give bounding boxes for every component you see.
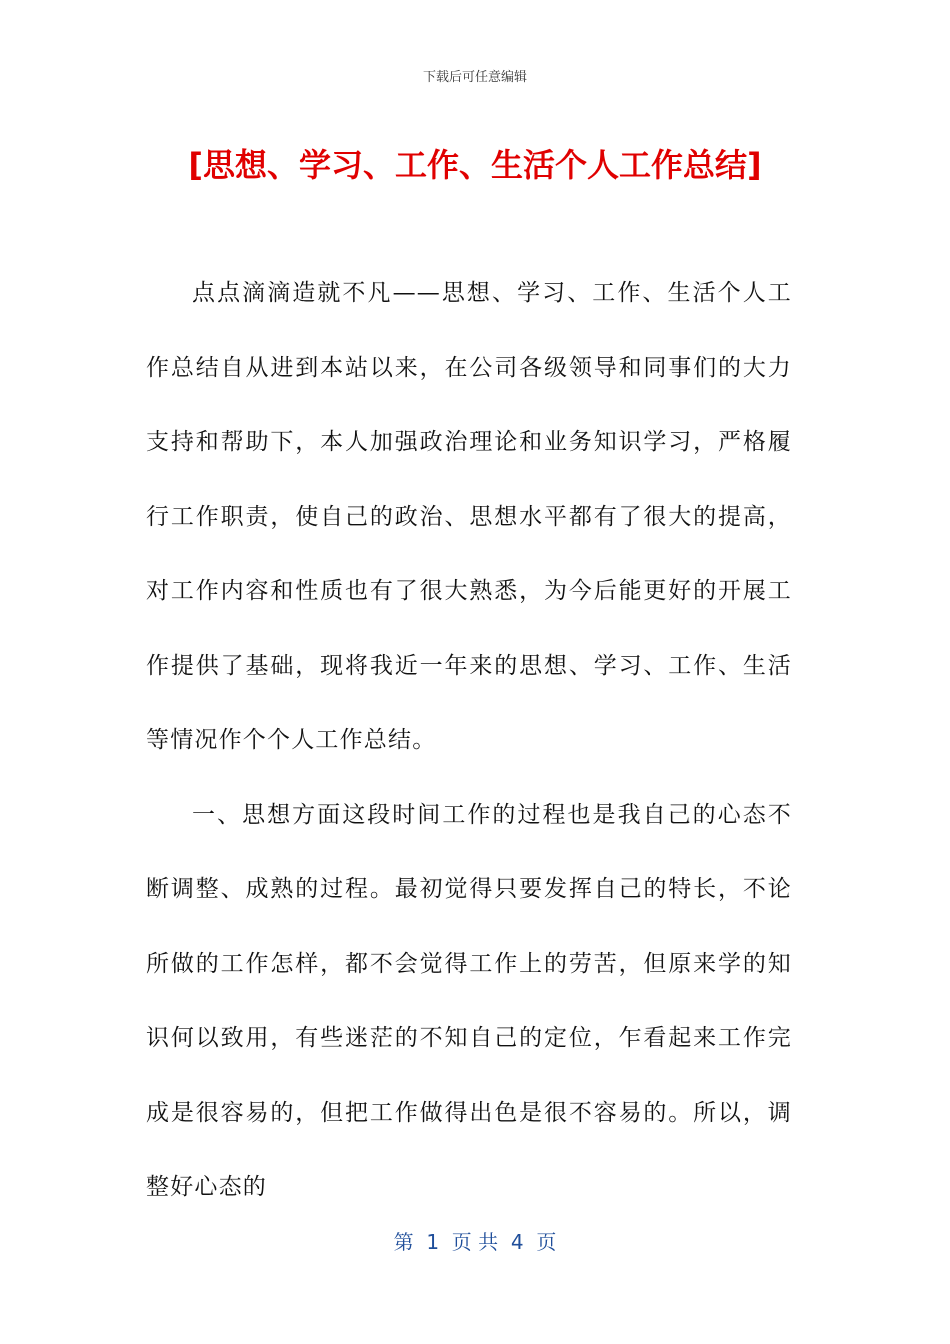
page-number-footer: 第 1 页 共 4 页	[393, 1230, 557, 1254]
page-header-note: 下载后可任意编辑	[422, 70, 527, 85]
paragraph-thought: 一、思想方面这段时间工作的过程也是我自己的心态不断调整、成熟的过程。最初觉得只要发挥自己的特长，不论所做的工作怎样，都不会觉得工作上的劳苦，但原来学的知识何以致用，有些迷茫的不知自己的定位，乍看起来工作完成是很容易的，但把工作做得出色是很不容易的。所以，调整好心态的	[146, 801, 792, 1200]
document-title: [思想、学习、工作、生活个人工作总结]	[188, 146, 762, 184]
paragraph-intro: 点点滴滴造就不凡——思想、学习、工作、生活个人工作总结自从进到本站以来，在公司各级领导和同事们的大力支持和帮助下，本人加强政治理论和业务知识学习，严格履行工作职责，使自己的政治、思想水平都有了很大的提高，对工作内容和性质也有了很大熟悉，为今后能更好的开展工作提供了基础，现将我近一年来的思想、学习、工作、生活等情况作个个人工作总结。	[146, 280, 792, 753]
document-body	[146, 256, 792, 1225]
